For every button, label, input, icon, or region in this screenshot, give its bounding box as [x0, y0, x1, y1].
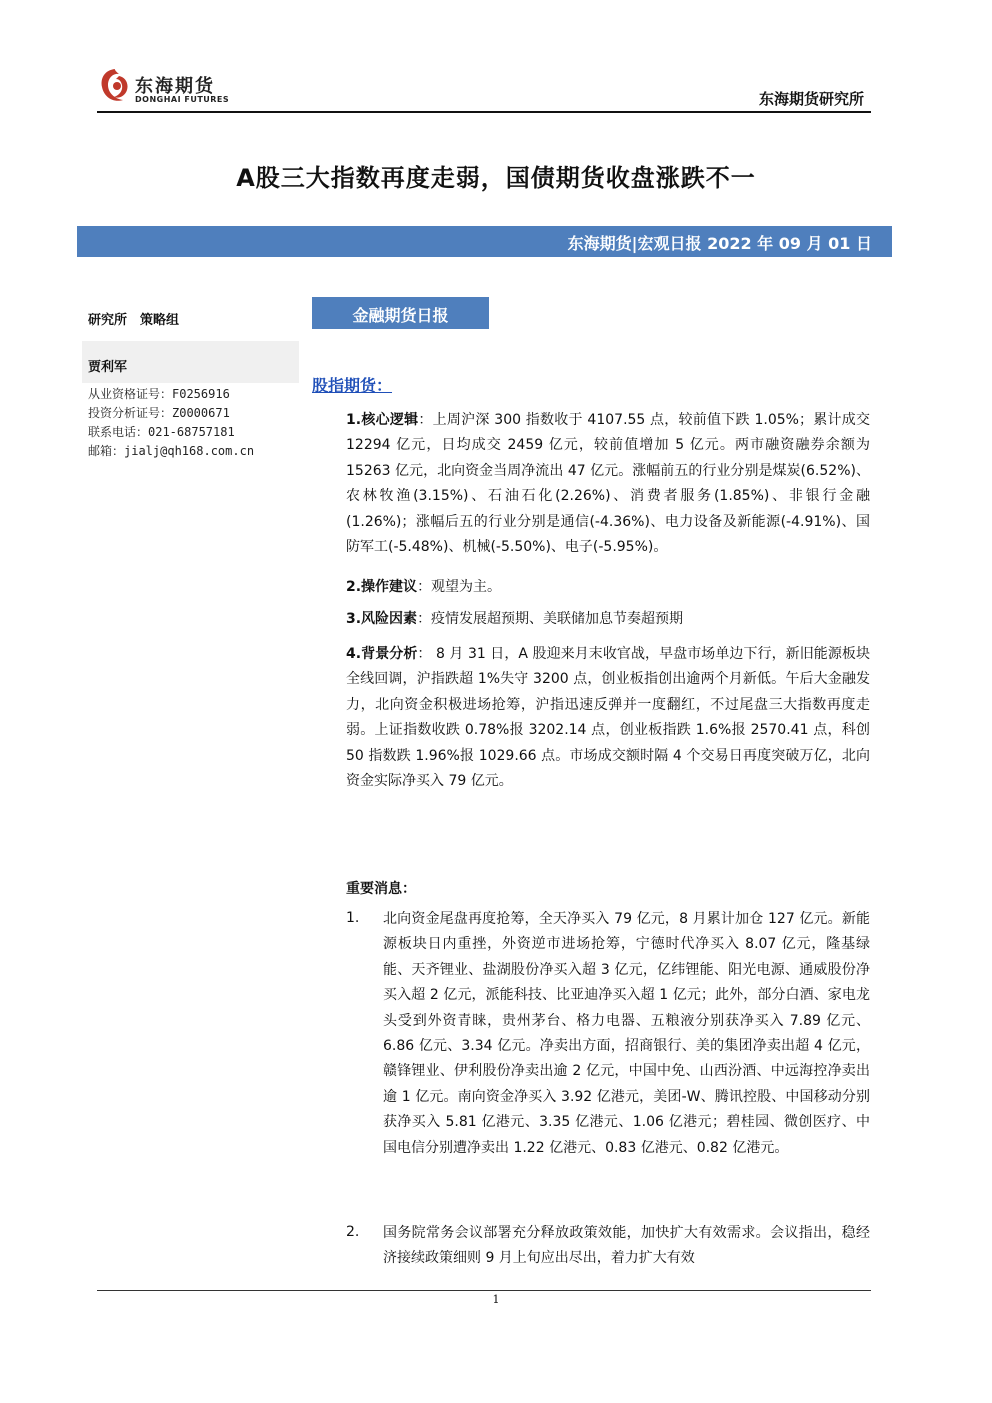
- report-banner: [77, 226, 892, 257]
- item-text: ：疫情发展超预期、美联储加息节奏超预期: [417, 611, 684, 627]
- item-risk: [346, 607, 870, 632]
- item-core-logic: [346, 408, 870, 560]
- section-subhead: 股指期货：: [312, 376, 393, 395]
- header-divider: [97, 111, 871, 113]
- page-number: 1: [492, 1293, 500, 1306]
- news-item: 国务院常务会议部署充分释放政策效能，加快扩大有效需求。会议指出，稳经济接续政策细则 9 月上旬应出尽出，着力扩大有效: [383, 1225, 870, 1267]
- item-text: ：上周沪深 300 指数收于 4107.55 点，较前值下跌 1.05%；累计成交 12294 亿元，日均成交 2459 亿元，较前值增加 5 亿元。两市融资融券余额为 15263 亿元，北向资金当周净流出 47 亿元。涨幅前五的行业分别是煤炭(6.52%)、农林牧渔(3.15%)、石油石化(2.26%)、消费者服务(1.85%)、非银行金融(1.26%)；涨幅后五的行业分别是通信(-4.36%)、电力设备及新能源(-4.91%)、国防军工(-5.48%)、机械(-5.50%)、电子(-5.95%)。: [346, 412, 870, 556]
- banner-text: 东海期货|宏观日报 2022 年 09 月 01 日: [567, 234, 872, 253]
- header-institute: 东海期货研究所: [758, 90, 864, 108]
- logo-text-en: DONGHAI FUTURES: [135, 95, 230, 104]
- author-name: 贾利军: [88, 360, 128, 375]
- item-label: 2.操作建议: [346, 579, 418, 595]
- author-analyst-id: 投资分析证号：Z0000671: [88, 406, 230, 420]
- logo-text-cn: 东海期货: [135, 76, 215, 97]
- news-number: 1.: [346, 910, 360, 926]
- footer-divider: [97, 1290, 871, 1291]
- news-heading: 重要消息：: [346, 881, 416, 897]
- section-tab: [312, 297, 489, 329]
- sidebar-group: 研究所 策略组: [88, 313, 180, 328]
- item-text: ： 8 月 31 日，A 股迎来月末收官战，早盘市场单边下行，新旧能源板块全线回调，沪指跌超 1%失守 3200 点，创业板指创出逾两个月新低。午后大金融发力，北向资金积极进场抢筹，沪指迅速反弹并一度翻红，不过尾盘三大指数再度走弱。上证指数收跌 0.78%报 3202.14 点，创业板指跌 1.6%报 2570.41 点，科创 50 指数跌 1.96%报 1029.66 点。市场成交额时隔 4 个交易日再度突破万亿，北向资金实际净买入 79 亿元。: [346, 646, 870, 790]
- page-title: A股三大指数再度走弱，国债期货收盘涨跌不一: [236, 164, 756, 192]
- author-qualification: 从业资格证号：F0256916: [88, 387, 230, 401]
- item-text: ：观望为主。: [417, 579, 502, 595]
- section-tab-label: 金融期货日报: [352, 306, 449, 325]
- item-label: 4.背景分析: [346, 646, 418, 662]
- news-item: 北向资金尾盘再度抢筹，全天净买入 79 亿元，8 月累计加仓 127 亿元。新能源板块日内重挫，外资逆市进场抢筹，宁德时代净买入 8.07 亿元，隆基绿能、天齐锂业、盐湖股份净买入超 3 亿元，亿纬锂能、阳光电源、通威股份净买入超 2 亿元，派能科技、比亚迪净买入超 1 亿元；此外，部分白酒、家电龙头受到外资青睐，贵州茅台、格力电器、五粮液分别获净买入 7.89 亿元、6.86 亿元、3.34 亿元。净卖出方面，招商银行、美的集团净卖出超 4 亿元，赣锋锂业、伊利股份净卖出逾 2 亿元，中国中免、山西汾酒、中远海控净卖出逾 1 亿元。南向资金净买入 3.92 亿港元，美团-W、腾讯控股、中国移动分别获净买入 5.81 亿港元、3.35 亿港元、1.06 亿港元；碧桂园、微创医疗、中国电信分别遭净卖出 1.22 亿港元、0.83 亿港元、0.82 亿港元。: [383, 911, 870, 1156]
- dragon-logo-icon: [97, 66, 133, 106]
- author-email[interactable]: 邮箱：jialj@qh168.com.cn: [88, 444, 255, 458]
- item-suggestion: [346, 575, 870, 600]
- news-number: 2.: [346, 1224, 360, 1240]
- company-logo: [97, 66, 247, 112]
- item-label: 1.核心逻辑: [346, 412, 419, 428]
- item-label: 3.风险因素: [346, 611, 418, 627]
- author-phone: 联系电话：021-68757181: [88, 425, 235, 439]
- item-background: [346, 642, 870, 794]
